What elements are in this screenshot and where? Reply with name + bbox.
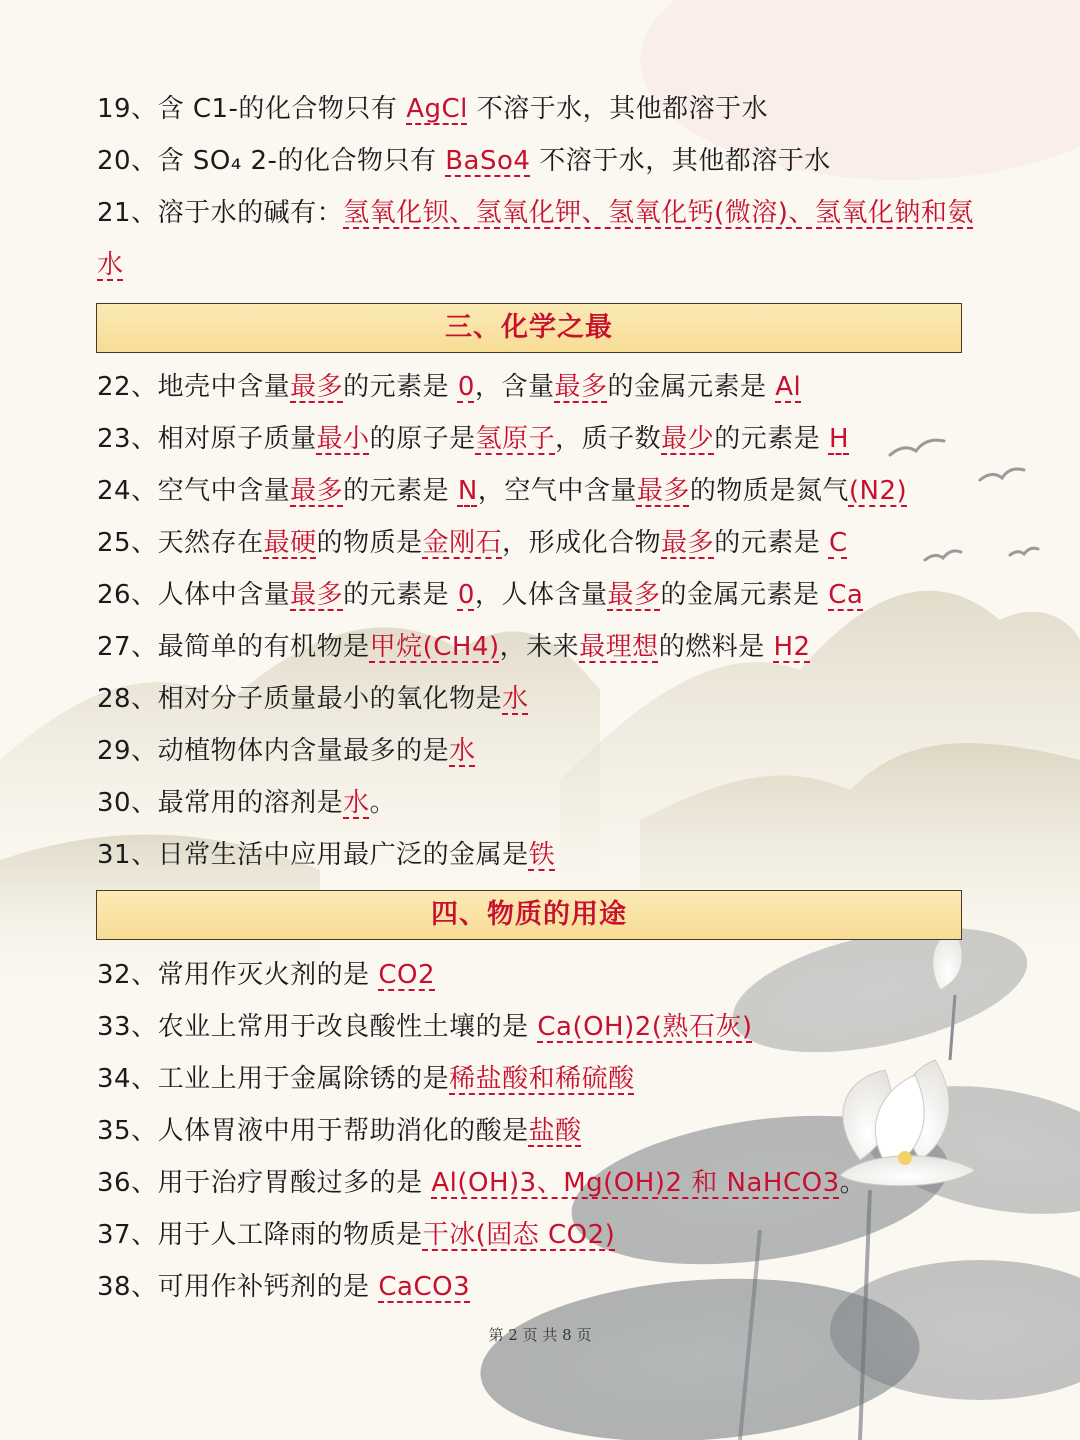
item-text: 人体中含量 bbox=[157, 580, 291, 610]
list-item bbox=[97, 733, 977, 769]
highlighted-answer: 最理想 bbox=[579, 632, 659, 662]
highlighted-answer: 干冰(固态 CO2) bbox=[422, 1220, 616, 1250]
section-heading: 三、化学之最 bbox=[96, 303, 962, 353]
highlighted-answer: 铁 bbox=[528, 840, 556, 870]
item-text: 的元素是 bbox=[343, 476, 458, 506]
item-text: 天然存在 bbox=[157, 528, 264, 558]
list-item bbox=[97, 1165, 977, 1201]
highlighted-answer: 氢原子 bbox=[475, 424, 556, 454]
item-number: 36、 bbox=[97, 1168, 158, 1198]
item-number: 23、 bbox=[97, 424, 158, 454]
item-number: 31、 bbox=[97, 840, 158, 870]
highlighted-answer: Al(OH)3、Mg(OH)2 和 NaHCO3 bbox=[431, 1168, 840, 1198]
item-number: 22、 bbox=[97, 372, 158, 402]
item-text: 。 bbox=[839, 1168, 867, 1198]
item-text: 空气中含量 bbox=[157, 476, 291, 506]
item-number: 34、 bbox=[97, 1064, 158, 1094]
highlighted-answer: CaCO3 bbox=[378, 1272, 471, 1302]
highlighted-answer: 最硬 bbox=[263, 528, 317, 558]
highlighted-answer: (N2) bbox=[848, 476, 908, 506]
item-text: 不溶于水，其他都溶于水 bbox=[530, 146, 831, 176]
list-item bbox=[97, 957, 977, 993]
list-item bbox=[97, 837, 977, 873]
item-number: 30、 bbox=[97, 788, 158, 818]
item-number: 32、 bbox=[97, 960, 158, 990]
item-text: 的原子是 bbox=[369, 424, 476, 454]
list-item bbox=[97, 1217, 977, 1253]
item-text: 不溶于水，其他都溶于水 bbox=[467, 94, 769, 124]
highlighted-answer: Ca bbox=[828, 580, 864, 610]
item-text: ，未来 bbox=[499, 632, 580, 662]
highlighted-answer: 甲烷(CH4) bbox=[369, 632, 500, 662]
list-item bbox=[97, 525, 977, 561]
item-text: 动植物体内含量最多的是 bbox=[157, 736, 450, 766]
list-item bbox=[97, 1269, 977, 1305]
item-text: 可用作补钙剂的是 bbox=[157, 1272, 379, 1302]
item-number: 35、 bbox=[97, 1116, 158, 1146]
list-item bbox=[97, 473, 977, 509]
highlighted-answer: 最少 bbox=[661, 424, 715, 454]
highlighted-answer: 0 bbox=[457, 580, 475, 610]
item-number: 28、 bbox=[97, 684, 158, 714]
highlighted-answer: 最多 bbox=[290, 372, 344, 402]
item-text: 的元素是 bbox=[343, 372, 458, 402]
highlighted-answer: 最小 bbox=[316, 424, 370, 454]
highlighted-answer: Al bbox=[775, 372, 802, 402]
highlighted-answer: 最多 bbox=[554, 372, 608, 402]
item-number: 20、 bbox=[97, 146, 158, 176]
highlighted-answer: 金刚石 bbox=[422, 528, 503, 558]
highlighted-answer: 盐酸 bbox=[528, 1116, 582, 1146]
item-text: 日常生活中应用最广泛的金属是 bbox=[157, 840, 529, 870]
list-item bbox=[97, 1113, 977, 1149]
item-text: 的金属元素是 bbox=[607, 372, 776, 402]
item-text: 用于人工降雨的物质是 bbox=[157, 1220, 423, 1250]
item-text: ，空气中含量 bbox=[477, 476, 637, 506]
item-number: 24、 bbox=[97, 476, 158, 506]
highlighted-answer: BaSo4 bbox=[445, 146, 531, 176]
highlighted-answer: 水 bbox=[449, 736, 476, 766]
item-text: ，含量 bbox=[474, 372, 555, 402]
list-item bbox=[97, 1009, 977, 1045]
item-text: 工业上用于金属除锈的是 bbox=[157, 1064, 450, 1094]
highlighted-answer: AgCl bbox=[406, 94, 468, 124]
highlighted-answer: 最多 bbox=[290, 580, 344, 610]
list-item bbox=[97, 421, 977, 457]
highlighted-answer: CO2 bbox=[378, 960, 436, 990]
item-text: 的物质是 bbox=[316, 528, 423, 558]
item-text: 的元素是 bbox=[714, 528, 829, 558]
highlighted-answer: H2 bbox=[773, 632, 811, 662]
list-item bbox=[97, 577, 977, 613]
highlighted-answer: 氢氧化钡、氢氧化钾、氢氧化钙(微溶)、氢氧化钠和氨水 bbox=[97, 198, 974, 280]
item-text: 含 SO₄ 2-的化合物只有 bbox=[157, 146, 446, 176]
item-number: 21、 bbox=[97, 198, 158, 228]
highlighted-answer: 0 bbox=[457, 372, 475, 402]
item-text: 溶于水的碱有： bbox=[157, 198, 344, 228]
highlighted-answer: 最多 bbox=[290, 476, 344, 506]
section-heading: 四、物质的用途 bbox=[96, 890, 962, 940]
item-text: 的燃料是 bbox=[658, 632, 774, 662]
item-text: 人体胃液中用于帮助消化的酸是 bbox=[157, 1116, 529, 1146]
item-number: 27、 bbox=[97, 632, 158, 662]
item-text: 的元素是 bbox=[714, 424, 829, 454]
item-text: 用于治疗胃酸过多的是 bbox=[157, 1168, 432, 1198]
highlighted-answer: Ca(OH)2(熟石灰) bbox=[537, 1012, 753, 1042]
highlighted-answer: N bbox=[457, 476, 478, 506]
highlighted-answer: H bbox=[828, 424, 850, 454]
item-text: 的物质是氮气 bbox=[689, 476, 849, 506]
item-text: 含 C1-的化合物只有 bbox=[157, 94, 407, 124]
item-number: 26、 bbox=[97, 580, 158, 610]
highlighted-answer: C bbox=[828, 528, 848, 558]
list-item bbox=[97, 681, 977, 717]
item-text: 常用作灭火剂的是 bbox=[157, 960, 379, 990]
highlighted-answer: 水 bbox=[343, 788, 370, 818]
item-number: 29、 bbox=[97, 736, 158, 766]
highlighted-answer: 最多 bbox=[607, 580, 661, 610]
list-item bbox=[97, 785, 977, 821]
item-text: ，形成化合物 bbox=[502, 528, 662, 558]
highlighted-answer: 最多 bbox=[636, 476, 690, 506]
list-item bbox=[97, 91, 977, 127]
item-text: 相对分子质量最小的氧化物是 bbox=[157, 684, 503, 714]
list-item bbox=[97, 369, 977, 405]
highlighted-answer: 最多 bbox=[661, 528, 715, 558]
item-text: 农业上常用于改良酸性土壤的是 bbox=[157, 1012, 538, 1042]
item-number: 19、 bbox=[97, 94, 158, 124]
item-text: 的元素是 bbox=[343, 580, 458, 610]
item-number: 33、 bbox=[97, 1012, 158, 1042]
item-text: ，质子数 bbox=[555, 424, 662, 454]
list-item bbox=[97, 143, 977, 179]
page-footer: 第 2 页 共 8 页 bbox=[488, 1326, 592, 1344]
item-text: 的金属元素是 bbox=[660, 580, 829, 610]
item-text: 地壳中含量 bbox=[157, 372, 291, 402]
item-number: 37、 bbox=[97, 1220, 158, 1250]
item-number: 25、 bbox=[97, 528, 158, 558]
highlighted-answer: 水 bbox=[502, 684, 529, 714]
item-number: 38、 bbox=[97, 1272, 158, 1302]
item-text: 最简单的有机物是 bbox=[157, 632, 370, 662]
item-text: 相对原子质量 bbox=[157, 424, 317, 454]
list-item bbox=[97, 1061, 977, 1097]
item-text: 。 bbox=[369, 788, 397, 818]
item-text: ，人体含量 bbox=[474, 580, 608, 610]
item-text: 最常用的溶剂是 bbox=[157, 788, 344, 818]
list-item bbox=[97, 187, 977, 291]
list-item bbox=[97, 629, 977, 665]
highlighted-answer: 稀盐酸和稀硫酸 bbox=[449, 1064, 635, 1094]
